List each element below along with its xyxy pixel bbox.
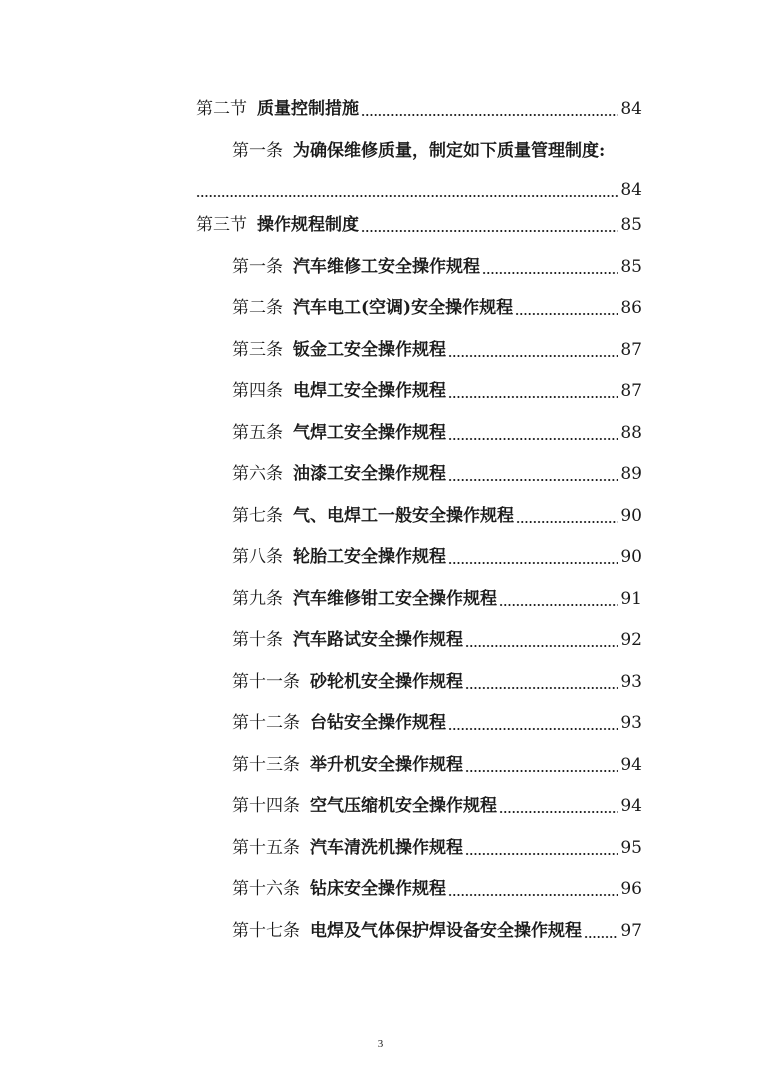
- toc-entry-article-1[interactable]: [232, 256, 642, 278]
- toc-entry-page: 97: [620, 921, 642, 941]
- dot-leader: [465, 837, 618, 859]
- toc-entry-section-3[interactable]: [196, 214, 642, 236]
- toc-entry-title: 气、电焊工一般安全操作规程: [293, 506, 514, 526]
- toc-entry-title: 钣金工安全操作规程: [293, 340, 446, 360]
- toc-entry-page: 92: [620, 630, 642, 650]
- toc-entry-title: 汽车电工(空调)安全操作规程: [293, 298, 514, 318]
- toc-entry-number: 第十三条: [232, 755, 300, 775]
- dot-leader: [482, 256, 618, 278]
- toc-entry-title: 汽车清洗机操作规程: [310, 838, 463, 858]
- toc-entry-title: 操作规程制度: [257, 215, 359, 235]
- toc-entry-article-12[interactable]: [232, 712, 642, 734]
- toc-entry-section-2[interactable]: [196, 98, 642, 120]
- toc-entry-number: 第一条: [232, 141, 283, 161]
- toc-entry-number: 第四条: [232, 381, 283, 401]
- toc-entry-page: 94: [620, 796, 642, 816]
- dot-leader: [448, 380, 618, 402]
- toc-entry-title: 质量控制措施: [257, 99, 359, 119]
- toc-entry-article-15[interactable]: [232, 837, 642, 859]
- toc-entry-article-16[interactable]: [232, 878, 642, 900]
- toc-entry-page: 85: [620, 257, 642, 277]
- dot-leader: [361, 214, 618, 236]
- toc-entry-number: 第一条: [232, 257, 283, 277]
- toc-entry-page: 87: [620, 340, 642, 360]
- toc-entry-article-7[interactable]: [232, 505, 642, 527]
- dot-leader: [448, 878, 618, 900]
- toc-entry-number: 第十六条: [232, 879, 300, 899]
- dot-leader: [515, 297, 618, 319]
- toc-entry-page: 88: [620, 423, 642, 443]
- toc-entry-article-6[interactable]: [232, 463, 642, 485]
- toc-entry-number: 第十四条: [232, 796, 300, 816]
- toc-entry-page: 86: [620, 298, 642, 318]
- toc-entry-title: 轮胎工安全操作规程: [293, 547, 446, 567]
- toc-entry-article-14[interactable]: [232, 795, 642, 817]
- toc-entry-title: 油漆工安全操作规程: [293, 464, 446, 484]
- toc-entry-page: 85: [620, 215, 642, 235]
- toc-entry-title: 为确保维修质量，制定如下质量管理制度:: [293, 141, 606, 161]
- toc-entry-number: 第七条: [232, 506, 283, 526]
- dot-leader: [499, 588, 618, 610]
- toc-entry-title: 汽车路试安全操作规程: [293, 630, 463, 650]
- dot-leader: [499, 795, 618, 817]
- toc-entry-number: 第十七条: [232, 921, 300, 941]
- toc-entry-title: 砂轮机安全操作规程: [310, 672, 463, 692]
- toc-entry-page: 87: [620, 381, 642, 401]
- dot-leader: [448, 546, 618, 568]
- toc-entry-number: 第九条: [232, 589, 283, 609]
- toc-entry-article-8[interactable]: [232, 546, 642, 568]
- dot-leader: [584, 920, 618, 942]
- toc-entry-title: 举升机安全操作规程: [310, 755, 463, 775]
- dot-leader: [448, 712, 618, 734]
- toc-entry-quality-article[interactable]: [232, 140, 642, 162]
- toc-entry-page: 95: [620, 838, 642, 858]
- toc-entry-title: 空气压缩机安全操作规程: [310, 796, 497, 816]
- toc-entry-number: 第六条: [232, 464, 283, 484]
- dot-leader: [448, 463, 618, 485]
- toc-entry-title: 钻床安全操作规程: [310, 879, 446, 899]
- toc-entry-number: 第五条: [232, 423, 283, 443]
- toc-entry-page: 90: [620, 506, 642, 526]
- toc-entry-page: 96: [620, 879, 642, 899]
- toc-entry-title: 气焊工安全操作规程: [293, 423, 446, 443]
- toc-entry-title: 台钻安全操作规程: [310, 713, 446, 733]
- toc-entry-page: 94: [620, 755, 642, 775]
- toc-entry-article-10[interactable]: [232, 629, 642, 651]
- toc-entry-number: 第十一条: [232, 672, 300, 692]
- toc-entry-article-11[interactable]: [232, 671, 642, 693]
- toc-entry-title: 电焊工安全操作规程: [293, 381, 446, 401]
- dot-leader: [361, 98, 618, 120]
- toc-entry-quality-article-continuation[interactable]: [196, 179, 642, 201]
- toc-entry-page: 84: [620, 99, 642, 119]
- toc-entry-page: 91: [620, 589, 642, 609]
- toc-entry-title: 汽车维修钳工安全操作规程: [293, 589, 497, 609]
- dot-leader: [516, 505, 618, 527]
- toc-entry-page: 90: [620, 547, 642, 567]
- toc-entry-number: 第三节: [196, 215, 247, 235]
- toc-entry-title: 电焊及气体保护焊设备安全操作规程: [310, 921, 582, 941]
- toc-entry-page: 93: [620, 713, 642, 733]
- toc-entry-number: 第十条: [232, 630, 283, 650]
- toc-entry-page: 89: [620, 464, 642, 484]
- dot-leader: [196, 179, 618, 201]
- toc-entry-number: 第二条: [232, 298, 283, 318]
- dot-leader: [465, 629, 618, 651]
- toc-entry-article-17[interactable]: [232, 920, 642, 942]
- dot-leader: [448, 339, 618, 361]
- toc-entry-number: 第三条: [232, 340, 283, 360]
- dot-leader: [448, 422, 618, 444]
- toc-entry-page: 84: [620, 180, 642, 200]
- toc-entry-number: 第十二条: [232, 713, 300, 733]
- toc-entry-number: 第八条: [232, 547, 283, 567]
- toc-entry-article-13[interactable]: [232, 754, 642, 776]
- toc-entry-page: 93: [620, 672, 642, 692]
- toc-entry-title: 汽车维修工安全操作规程: [293, 257, 480, 277]
- toc-entry-article-3[interactable]: [232, 339, 642, 361]
- toc-entry-number: 第十五条: [232, 838, 300, 858]
- toc-entry-article-2[interactable]: [232, 297, 642, 319]
- toc-entry-article-9[interactable]: [232, 588, 642, 610]
- toc-entry-article-4[interactable]: [232, 380, 642, 402]
- toc-entry-number: 第二节: [196, 99, 247, 119]
- dot-leader: [465, 754, 618, 776]
- toc-entry-article-5[interactable]: [232, 422, 642, 444]
- dot-leader: [465, 671, 618, 693]
- page-number: 3: [377, 1038, 384, 1050]
